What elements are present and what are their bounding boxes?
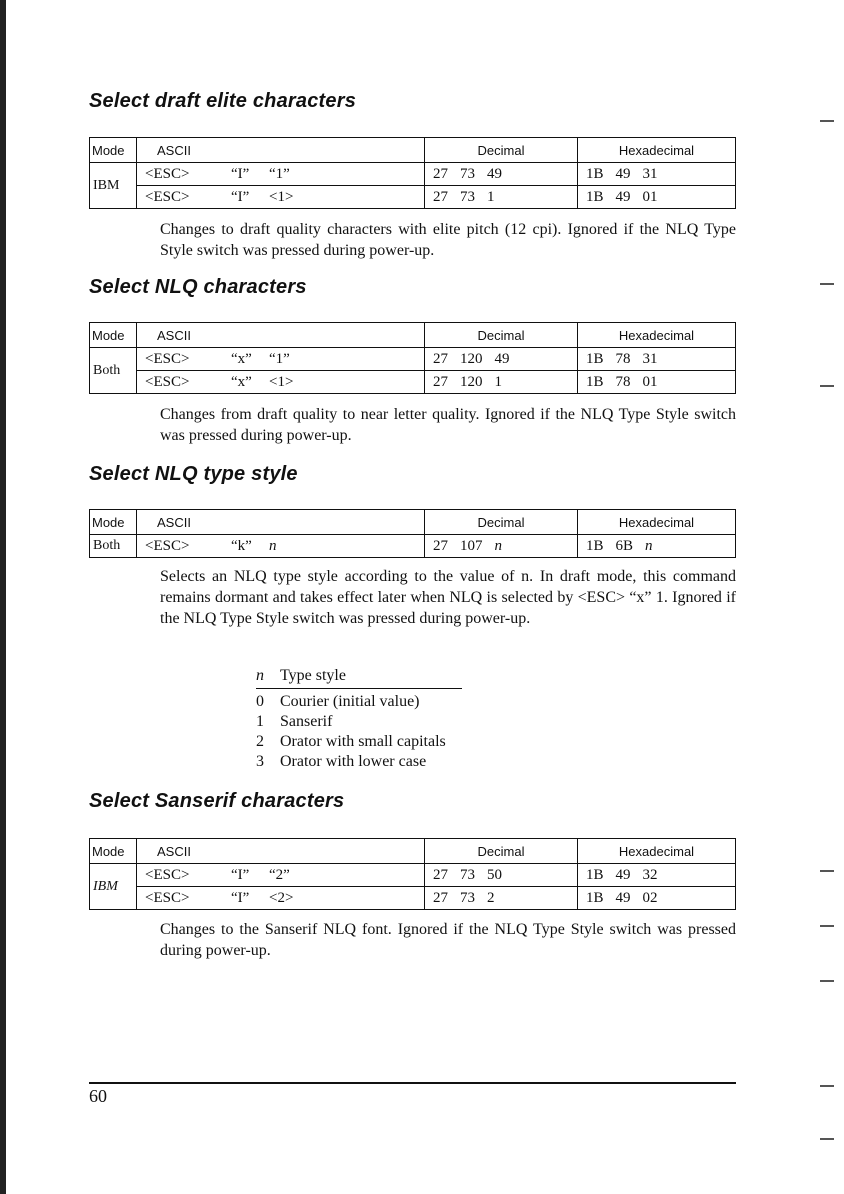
scan-edge xyxy=(0,0,6,1194)
col-decimal-header: Decimal xyxy=(425,323,578,348)
command-table xyxy=(89,137,736,209)
mode-cell: Both xyxy=(90,348,137,394)
mode-cell: Both xyxy=(90,535,137,558)
col-ascii-header: ASCII xyxy=(137,138,425,163)
list-item: 1 Sanserif xyxy=(256,713,333,730)
ascii-cell: <ESC> “k” n xyxy=(137,535,425,558)
margin-mark xyxy=(820,870,834,872)
margin-mark xyxy=(820,980,834,982)
table-row xyxy=(90,535,736,558)
type-style-header: n Type style xyxy=(256,666,462,689)
ascii-cell: <ESC> “x” <1> xyxy=(137,371,425,394)
hex-cell: 1B 49 01 xyxy=(578,186,736,209)
section-heading: Select NLQ characters xyxy=(89,276,307,298)
col-ascii-header: ASCII xyxy=(137,323,425,348)
list-item: 0 Courier (initial value) xyxy=(256,693,420,710)
section-description: Changes to the Sanserif NLQ font. Ignored if the NLQ Type Style switch was pressed during power-up. xyxy=(160,921,736,959)
page-number: 60 xyxy=(89,1086,107,1106)
col-hex-header: Hexadecimal xyxy=(578,510,736,535)
col-ascii-header: ASCII xyxy=(137,839,425,864)
table-header-row xyxy=(90,510,736,535)
table-row xyxy=(90,371,736,394)
col-hex-header: Hexadecimal xyxy=(578,323,736,348)
section-description: Changes from draft quality to near letter quality. Ignored if the NLQ Type Style switch was pressed during power-up. xyxy=(160,406,736,444)
decimal-cell: 27 73 2 xyxy=(425,887,578,910)
col-mode-header: Mode xyxy=(90,138,137,163)
margin-mark xyxy=(820,283,834,285)
decimal-cell: 27 120 1 xyxy=(425,371,578,394)
margin-mark xyxy=(820,1085,834,1087)
col-mode-header: Mode xyxy=(90,510,137,535)
margin-mark xyxy=(820,120,834,122)
table-row xyxy=(90,864,736,887)
command-table xyxy=(89,838,736,910)
decimal-cell: 27 120 49 xyxy=(425,348,578,371)
margin-mark xyxy=(820,1138,834,1140)
table-header-row xyxy=(90,138,736,163)
list-item: 2 Orator with small capitals xyxy=(256,733,446,750)
hex-cell: 1B 78 31 xyxy=(578,348,736,371)
col-mode-header: Mode xyxy=(90,323,137,348)
col-hex-header: Hexadecimal xyxy=(578,839,736,864)
table-header-row xyxy=(90,839,736,864)
ascii-cell: <ESC> “x” “1” xyxy=(137,348,425,371)
ascii-cell: <ESC> “I” “1” xyxy=(137,163,425,186)
col-mode-header: Mode xyxy=(90,839,137,864)
section-description: Changes to draft quality characters with elite pitch (12 cpi). Ignored if the NLQ Type Style switch was pressed during power-up. xyxy=(160,221,736,259)
section-heading: Select Sanserif characters xyxy=(89,790,345,812)
col-ascii-header: ASCII xyxy=(137,510,425,535)
col-decimal-header: Decimal xyxy=(425,839,578,864)
section-heading: Select NLQ type style xyxy=(89,463,298,485)
type-style-list xyxy=(256,666,462,772)
ascii-cell: <ESC> “I” <2> xyxy=(137,887,425,910)
table-header-row xyxy=(90,323,736,348)
table-row xyxy=(90,186,736,209)
ascii-cell: <ESC> “I” “2” xyxy=(137,864,425,887)
section-heading: Select draft elite characters xyxy=(89,90,357,112)
decimal-cell: 27 73 1 xyxy=(425,186,578,209)
table-row xyxy=(90,348,736,371)
mode-cell: IBM xyxy=(90,163,137,209)
decimal-cell: 27 107 n xyxy=(425,535,578,558)
command-table xyxy=(89,509,736,558)
list-item: 3 Orator with lower case xyxy=(256,753,427,770)
ascii-cell: <ESC> “I” <1> xyxy=(137,186,425,209)
col-hex-header: Hexadecimal xyxy=(578,138,736,163)
mode-cell: IBM xyxy=(90,864,137,910)
margin-mark xyxy=(820,385,834,387)
decimal-cell: 27 73 50 xyxy=(425,864,578,887)
table-row xyxy=(90,163,736,186)
hex-cell: 1B 78 01 xyxy=(578,371,736,394)
command-table xyxy=(89,322,736,394)
hex-cell: 1B 49 32 xyxy=(578,864,736,887)
margin-mark xyxy=(820,925,834,927)
col-decimal-header: Decimal xyxy=(425,510,578,535)
hex-cell: 1B 49 02 xyxy=(578,887,736,910)
section-description: Selects an NLQ type style according to the value of n. In draft mode, this command remains dormant and takes effect later when NLQ is selected by <ESC> “x” 1. Ignored if the NLQ Type Style switch was pressed during power-up. xyxy=(160,568,736,627)
footer-rule xyxy=(89,1082,736,1084)
hex-cell: 1B 49 31 xyxy=(578,163,736,186)
col-decimal-header: Decimal xyxy=(425,138,578,163)
table-row xyxy=(90,887,736,910)
decimal-cell: 27 73 49 xyxy=(425,163,578,186)
hex-cell: 1B 6B n xyxy=(578,535,736,558)
